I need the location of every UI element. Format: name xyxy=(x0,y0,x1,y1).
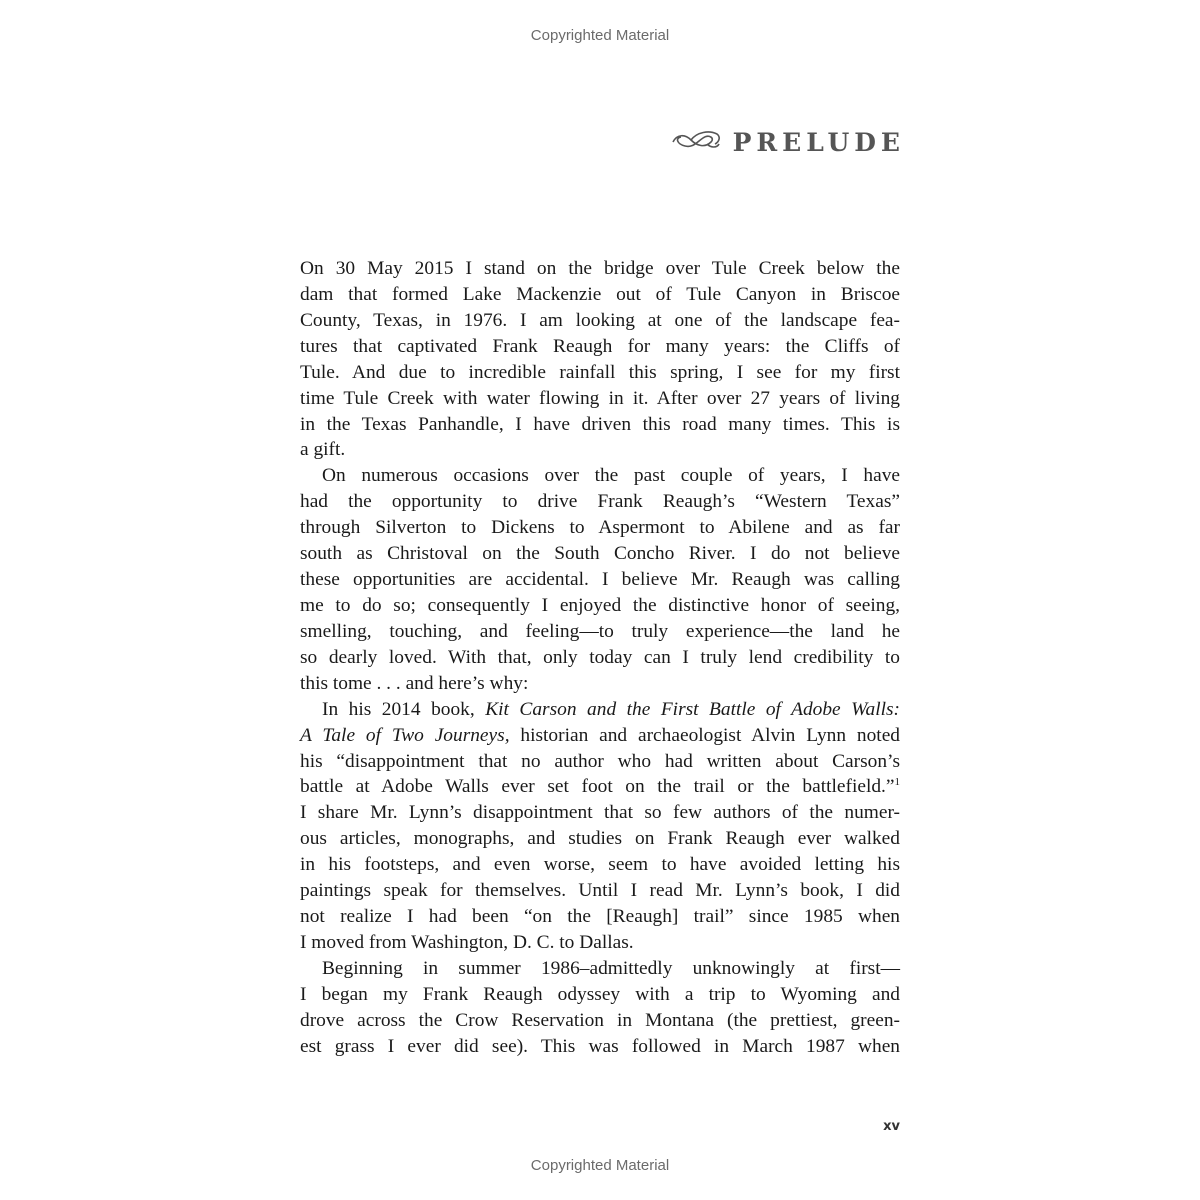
text-line xyxy=(300,852,900,878)
page-number: xv xyxy=(883,1119,900,1134)
text-span: est grass I ever did see). This was followed in March 1987 when xyxy=(300,1035,900,1057)
text-span: a gift. xyxy=(300,439,346,461)
text-span: his “disappointment that no author who had written about Carson’s xyxy=(300,750,900,772)
text-line xyxy=(300,308,900,334)
text-span: in his footsteps, and even worse, seem to have avoided letting his xyxy=(300,854,900,876)
italic-title-text: Kit Carson and the First Battle of Adobe Walls: xyxy=(485,698,900,720)
text-line xyxy=(300,334,900,360)
text-span: dam that formed Lake Mackenzie out of Tule Canyon in Briscoe xyxy=(300,283,900,305)
footnote-marker[interactable]: 1 xyxy=(894,776,900,789)
text-span: these opportunities are accidental. I believe Mr. Reaugh was calling xyxy=(300,569,900,591)
text-line xyxy=(300,904,900,930)
text-span: not realize I had been “on the [Reaugh] trail” since 1985 when xyxy=(300,906,900,928)
text-span: I began my Frank Reaugh odyssey with a trip to Wyoming and xyxy=(300,983,900,1005)
text-line xyxy=(300,774,900,800)
text-span: historian and archaeologist Alvin Lynn noted xyxy=(509,724,900,746)
text-span: On 30 May 2015 I stand on the bridge over Tule Creek below the xyxy=(300,258,900,279)
text-span: Tule. And due to incredible rainfall this spring, I see for my first xyxy=(300,361,900,383)
text-line xyxy=(300,541,900,567)
text-line xyxy=(300,645,900,671)
copyright-watermark-bottom: Copyrighted Material xyxy=(530,1157,670,1174)
text-line xyxy=(300,1008,900,1034)
text-line xyxy=(300,463,900,489)
body-text xyxy=(300,256,900,1060)
text-span: had the opportunity to drive Frank Reaugh’s “Western Texas” xyxy=(300,491,900,513)
text-line xyxy=(300,593,900,619)
text-line xyxy=(300,982,900,1008)
text-line xyxy=(300,956,900,982)
text-span: so dearly loved. With that, only today can I truly lend credibility to xyxy=(300,646,900,668)
text-line xyxy=(300,256,900,282)
text-line xyxy=(300,412,900,438)
chapter-title: PRELUDE xyxy=(732,128,905,157)
text-line xyxy=(300,723,900,749)
text-line xyxy=(300,697,900,723)
text-line xyxy=(300,567,900,593)
text-span: I moved from Washington, D. C. to Dallas. xyxy=(300,931,634,953)
text-span: battle at Adobe Walls ever set foot on the trail or the battlefield.” xyxy=(300,776,895,798)
text-span: through Silverton to Dickens to Aspermont to Abilene and as far xyxy=(300,517,900,539)
text-span: smelling, touching, and feeling—to truly experience—the land he xyxy=(300,620,900,642)
text-line xyxy=(300,1034,900,1060)
text-line xyxy=(300,619,900,645)
text-line xyxy=(300,749,900,775)
text-span: in the Texas Panhandle, I have driven this road many times. This is xyxy=(300,413,900,435)
text-span: time Tule Creek with water flowing in it. After over 27 years of living xyxy=(300,387,900,409)
text-line xyxy=(300,930,900,956)
flourish-ornament-icon xyxy=(671,128,723,157)
text-line xyxy=(300,282,900,308)
text-span: south as Christoval on the South Concho River. I do not believe xyxy=(300,543,900,565)
text-span: tures that captivated Frank Reaugh for many years: the Cliffs of xyxy=(300,335,900,357)
text-line xyxy=(300,878,900,904)
text-line xyxy=(300,800,900,826)
text-line xyxy=(300,826,900,852)
chapter-heading xyxy=(671,128,905,157)
text-line xyxy=(300,489,900,515)
text-span: On numerous occasions over the past couple of years, I have xyxy=(322,465,900,487)
text-span: paintings speak for themselves. Until I read Mr. Lynn’s book, I did xyxy=(300,880,900,902)
text-line xyxy=(300,671,900,697)
text-span: County, Texas, in 1976. I am looking at one of the landscape fea- xyxy=(300,309,900,331)
text-span: this tome . . . and here’s why: xyxy=(300,672,529,694)
italic-title-text: A Tale of Two Journeys, xyxy=(300,724,510,746)
text-line xyxy=(300,360,900,386)
text-span: Beginning in summer 1986–admittedly unknowingly at first— xyxy=(322,957,900,979)
text-span: I share Mr. Lynn’s disappointment that so few authors of the numer- xyxy=(300,802,900,824)
text-span: ous articles, monographs, and studies on Frank Reaugh ever walked xyxy=(300,828,900,850)
text-span: me to do so; consequently I enjoyed the distinctive honor of seeing, xyxy=(300,594,900,616)
text-span: drove across the Crow Reservation in Montana (the prettiest, green- xyxy=(300,1009,900,1031)
text-span: In his 2014 book, xyxy=(322,698,486,720)
text-line xyxy=(300,515,900,541)
text-line xyxy=(300,386,900,412)
text-line xyxy=(300,437,900,463)
copyright-watermark-top: Copyrighted Material xyxy=(530,27,670,44)
